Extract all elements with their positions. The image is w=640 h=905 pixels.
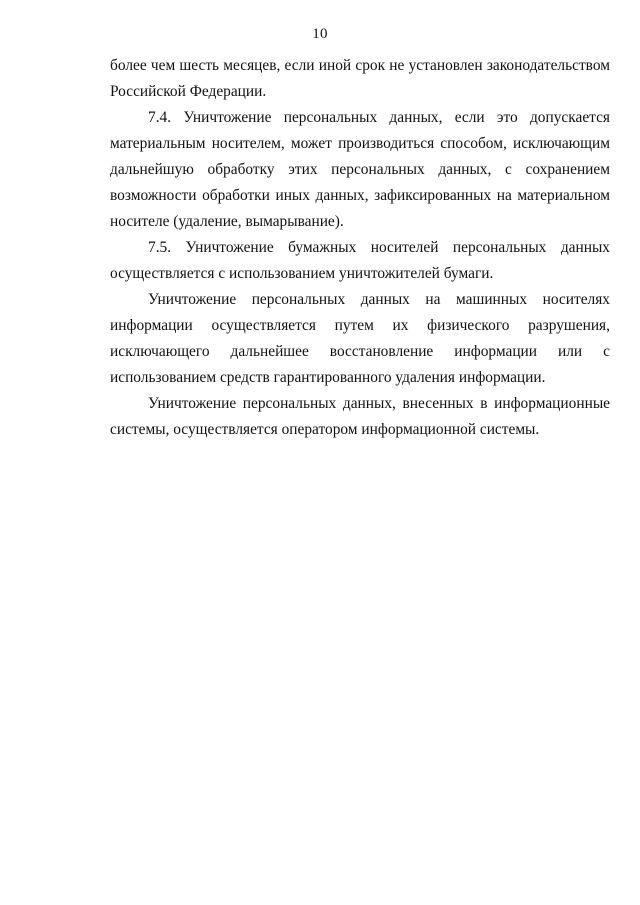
paragraph-7-4: 7.4. Уничтожение персональных данных, если это допускается материальным носителем, может производиться способом, исключающим дальнейшую обработку этих персональных данных, с сохранением возможности обработки иных данных, зафиксированных на материальном носителе (удаление, вымарывание). [110, 109, 610, 230]
paragraph-continuation: более чем шесть месяцев, если иной срок не установлен законодательством Российской Федерации. [110, 57, 610, 100]
page-number: 10 [312, 26, 328, 42]
document-body [110, 53, 610, 443]
paragraph-7-5: 7.5. Уничтожение бумажных носителей персональных данных осуществляется с использованием уничтожителей бумаги. [110, 239, 610, 282]
paragraph-information-systems: Уничтожение персональных данных, внесенных в информационные системы, осуществляется оператором информационной системы. [110, 395, 610, 438]
paragraph-machine-media: Уничтожение персональных данных на машинных носителях информации осуществляется путем их физического разрушения, исключающего дальнейшее восстановление информации или с использованием средств гарантированного удаления информации. [110, 291, 610, 386]
